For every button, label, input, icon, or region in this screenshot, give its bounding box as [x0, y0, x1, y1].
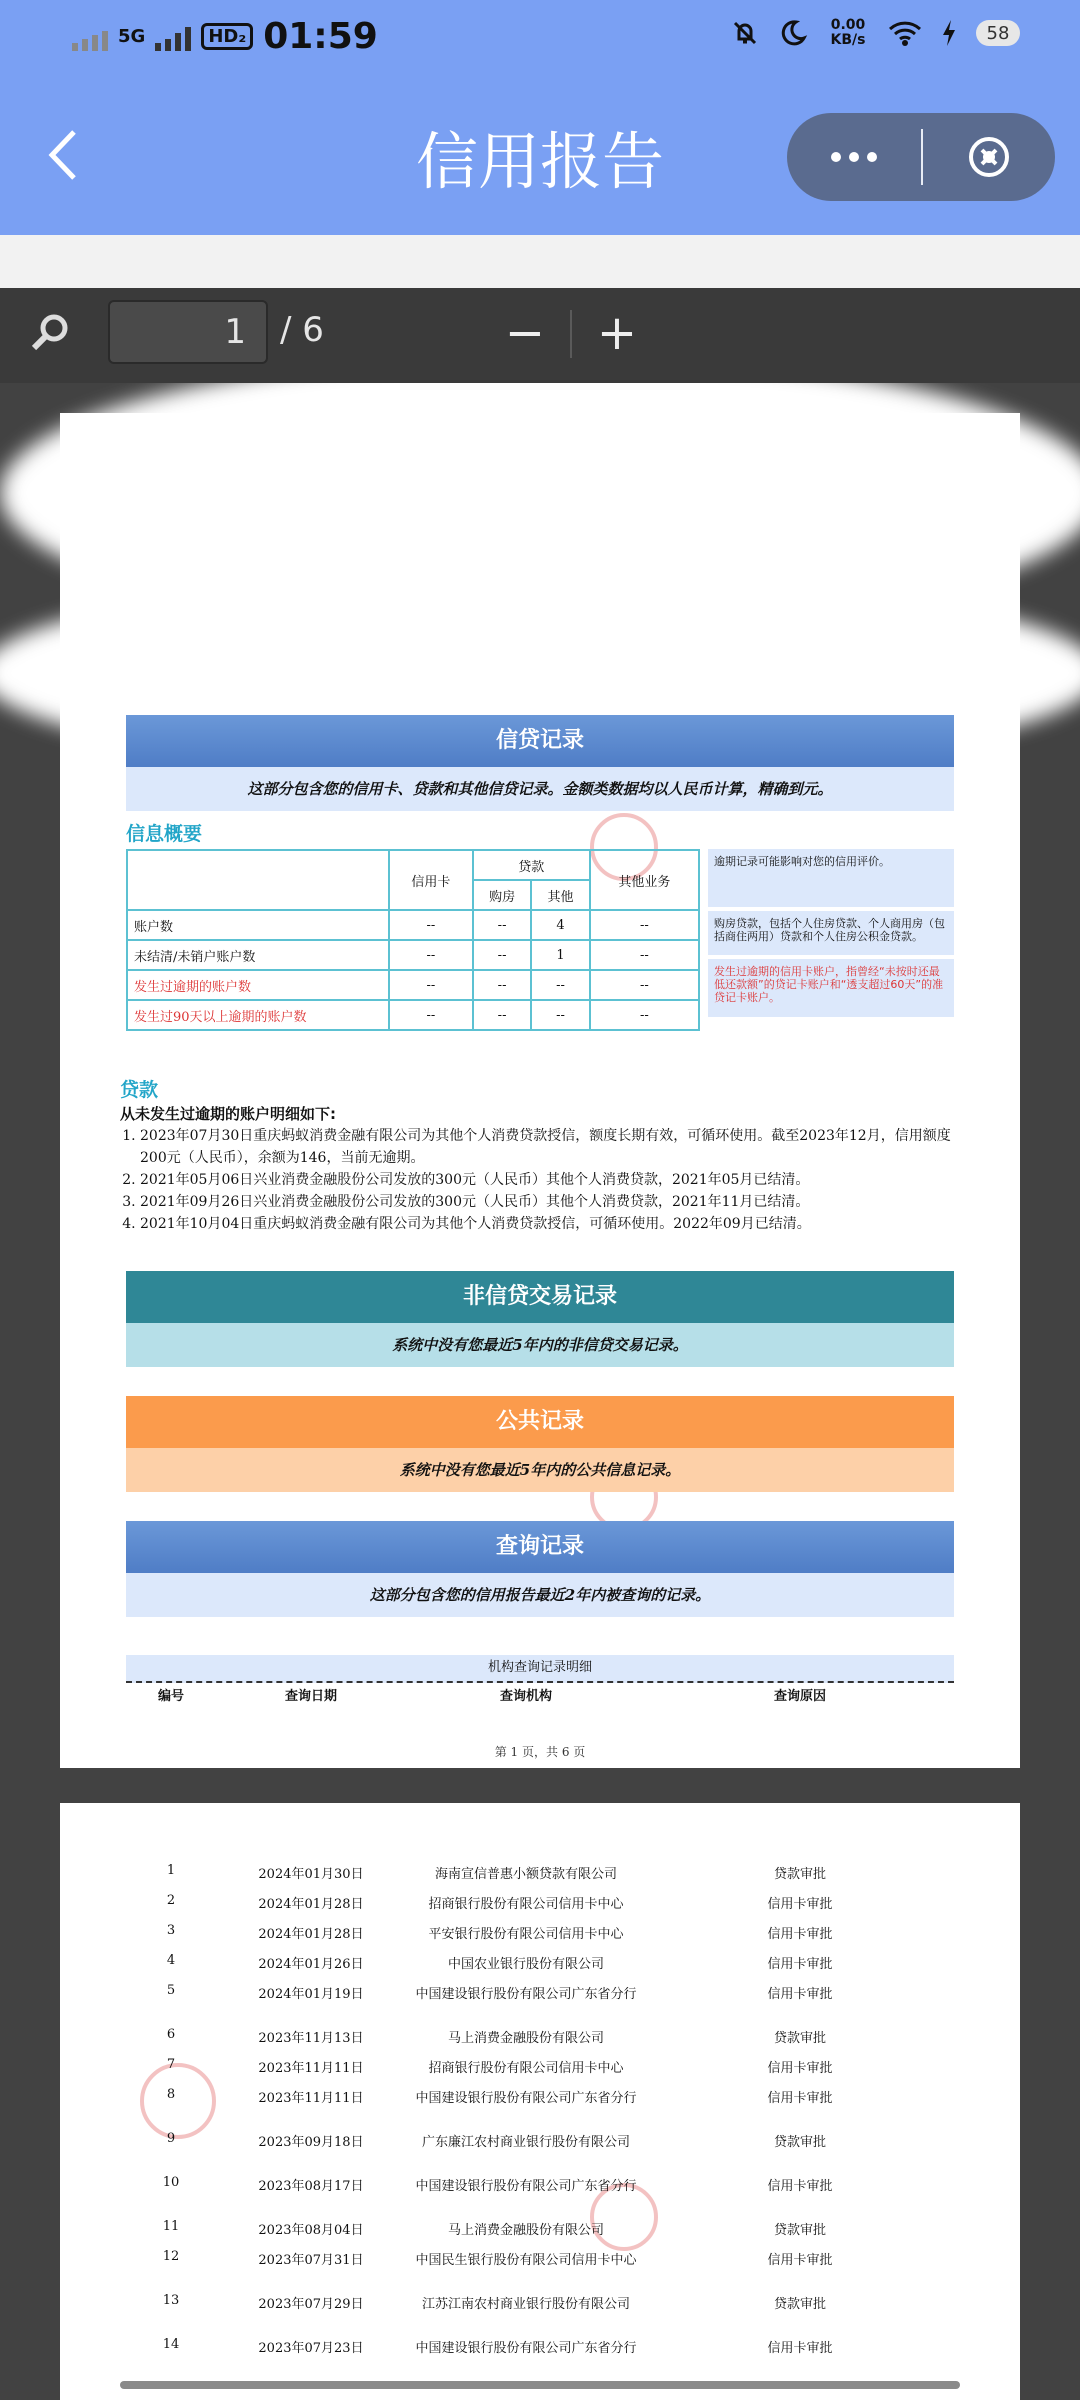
- cell-reason: 信用卡审批: [767, 1957, 833, 1972]
- pdf-page-1: [60, 413, 1020, 1768]
- cell-institution: 招商银行股份有限公司信用卡中心: [428, 2061, 624, 2076]
- public-section: [126, 1396, 954, 1492]
- pdf-toolbar: [0, 288, 1080, 383]
- cell-date: 2024年01月30日: [258, 1867, 364, 1882]
- cell-reason: 信用卡审批: [767, 2341, 833, 2356]
- table-row: [127, 970, 699, 1000]
- noncredit-subtitle: 系统中没有您最近5年内的非信贷交易记录。: [126, 1323, 954, 1367]
- cell: --: [531, 970, 589, 1000]
- mute-icon: [730, 18, 760, 48]
- cell-date: 2024年01月26日: [258, 1957, 364, 1972]
- cell-date: 2023年11月11日: [258, 2061, 364, 2076]
- cell: --: [389, 970, 473, 1000]
- credit-section-title: 信贷记录: [126, 715, 954, 767]
- list-item: 3. 2021年09月26日兴业消费金融股份公司发放的300元（人民币）其他个人消费贷款，2021年11月已结清。: [140, 1191, 970, 1213]
- cell: --: [590, 910, 699, 940]
- cell-no: 11: [162, 2219, 180, 2234]
- status-time: 01:59: [263, 16, 378, 57]
- cell-reason: 贷款审批: [773, 2297, 826, 2312]
- table-row: [126, 2337, 954, 2381]
- cell-institution: 江苏江南农村商业银行股份有限公司: [421, 2297, 630, 2312]
- cell: --: [590, 1000, 699, 1030]
- table-row: [126, 2293, 954, 2337]
- table-row: [127, 940, 699, 970]
- charging-icon: [940, 18, 958, 48]
- query-table-header: [126, 1655, 954, 1711]
- status-bar: [0, 0, 1080, 80]
- cell-reason: 信用卡审批: [767, 1927, 833, 1942]
- cell-institution: 中国建设银行股份有限公司广东省分行: [415, 2179, 637, 2194]
- loan-list: [120, 1125, 970, 1235]
- credit-section-subtitle: 这部分包含您的信用卡、贷款和其他信贷记录。金额类数据均以人民币计算，精确到元。: [126, 767, 954, 811]
- cell-date: 2023年08月04日: [258, 2223, 364, 2238]
- col-loan: 贷款: [473, 850, 590, 880]
- cell-no: 8: [166, 2087, 176, 2102]
- cell: 1: [531, 940, 589, 970]
- hd-badge: HD₂: [201, 23, 253, 50]
- page-number-input[interactable]: 1: [108, 300, 268, 364]
- loan-details: [120, 1103, 970, 1235]
- cell-reason: 信用卡审批: [767, 2253, 833, 2268]
- zoom-in-button[interactable]: +: [596, 305, 638, 361]
- table-row: [126, 2219, 954, 2249]
- status-right: [730, 18, 1020, 48]
- cell-institution: 招商银行股份有限公司信用卡中心: [428, 1897, 624, 1912]
- table-row: [126, 2131, 954, 2175]
- cell-institution: 中国建设银行股份有限公司广东省分行: [415, 2091, 637, 2106]
- col-date: 查询日期: [284, 1689, 337, 1704]
- list-item: 4. 2021年10月04日重庆蚂蚁消费金融有限公司为其他个人消费贷款授信，可循环使用。2022年09月已结清。: [140, 1213, 970, 1235]
- col-house: 购房: [473, 880, 531, 910]
- signal-icon-2: [155, 23, 191, 51]
- cell-date: 2024年01月28日: [258, 1897, 364, 1912]
- row-label: 未结清/未销户账户数: [127, 940, 389, 970]
- row-label: 账户数: [127, 910, 389, 940]
- table-row: [126, 2087, 954, 2131]
- cell: --: [473, 940, 531, 970]
- cell-reason: 信用卡审批: [767, 1897, 833, 1912]
- col-no: 编号: [157, 1689, 184, 1704]
- zoom-out-button[interactable]: −: [504, 305, 546, 361]
- cell-reason: 信用卡审批: [767, 1987, 833, 2002]
- cell: --: [473, 970, 531, 1000]
- page-footer: 第 1 页，共 6 页: [494, 1745, 586, 1759]
- cell-date: 2024年01月19日: [258, 1987, 364, 2002]
- cell-reason: 贷款审批: [773, 2031, 826, 2046]
- page-total: / 6: [280, 310, 324, 350]
- close-button[interactable]: [923, 113, 1055, 201]
- cell: --: [389, 910, 473, 940]
- cell: --: [590, 940, 699, 970]
- cell-reason: 信用卡审批: [767, 2179, 833, 2194]
- zoom-divider: [570, 310, 572, 358]
- net-speed: 0.00 KB/s: [830, 17, 866, 48]
- cell: --: [473, 910, 531, 940]
- public-title: 公共记录: [126, 1396, 954, 1448]
- close-icon: [966, 134, 1012, 180]
- moon-icon: [778, 18, 808, 48]
- cell-reason: 贷款审批: [773, 2223, 826, 2238]
- more-icon: [831, 152, 841, 162]
- table-row: [126, 2057, 954, 2087]
- table-row: [126, 1893, 954, 1923]
- cell-no: 9: [166, 2131, 176, 2146]
- noncredit-title: 非信贷交易记录: [126, 1271, 954, 1323]
- query-table-title: 机构查询记录明细: [126, 1655, 954, 1683]
- cell-reason: 信用卡审批: [767, 2091, 833, 2106]
- overview-corner: [127, 850, 389, 910]
- cell: 4: [531, 910, 589, 940]
- col-credit-card: 信用卡: [389, 850, 473, 910]
- query-records-list: [126, 1863, 954, 2381]
- table-row: [126, 1863, 954, 1893]
- cell-institution: 中国建设银行股份有限公司广东省分行: [415, 2341, 637, 2356]
- row-label: 发生过逾期的账户数: [127, 970, 389, 1000]
- cell-institution: 马上消费金融股份有限公司: [447, 2223, 604, 2238]
- nav-spacer: [0, 235, 1080, 288]
- table-row: [126, 1953, 954, 1983]
- note: 购房贷款，包括个人住房贷款、个人商用房（包括商住两用）贷款和个人住房公积金贷款。: [708, 911, 954, 955]
- cell-no: 13: [162, 2293, 180, 2308]
- cell-date: 2023年07月29日: [258, 2297, 364, 2312]
- overview-notes: [708, 849, 954, 1021]
- cell: --: [531, 1000, 589, 1030]
- cell-institution: 中国农业银行股份有限公司: [447, 1957, 604, 1972]
- network-type: 5G: [118, 26, 146, 47]
- mini-program-capsule: [787, 113, 1055, 201]
- note-red: 发生过逾期的信用卡账户，指曾经“未按时还最低还款额”的贷记卡账户和“透支超过60天”的准贷记卡账户。: [708, 959, 954, 1017]
- cell-no: 7: [166, 2057, 176, 2072]
- table-row: [126, 2175, 954, 2219]
- cell-institution: 广东廉江农村商业银行股份有限公司: [421, 2135, 630, 2150]
- page-title: 信用报告: [415, 125, 664, 198]
- cell-no: 14: [162, 2337, 180, 2352]
- status-left: [72, 16, 378, 57]
- cell-no: 4: [166, 1953, 176, 1968]
- more-button[interactable]: [787, 113, 921, 201]
- query-title: 查询记录: [126, 1521, 954, 1573]
- query-section: [126, 1521, 954, 1617]
- loan-subheading: 从未发生过逾期的账户明细如下:: [120, 1105, 337, 1123]
- public-subtitle: 系统中没有您最近5年内的公共信息记录。: [126, 1448, 954, 1492]
- list-item: 1. 2023年07月30日重庆蚂蚁消费金融有限公司为其他个人消费贷款授信，额度长期有效，可循环使用。截至2023年12月，信用额度200元（人民币），余额为146，当前无逾期。: [140, 1125, 970, 1169]
- col-other-business: 其他业务: [590, 850, 699, 910]
- cell-institution: 马上消费金融股份有限公司: [447, 2031, 604, 2046]
- credit-section: [126, 715, 954, 811]
- cell-institution: 海南宣信普惠小额贷款有限公司: [434, 1867, 617, 1882]
- battery-indicator: 58: [976, 20, 1020, 46]
- cell: --: [389, 1000, 473, 1030]
- table-row: [126, 2249, 954, 2293]
- cell-institution: 中国民生银行股份有限公司信用卡中心: [415, 2253, 637, 2268]
- cell: --: [473, 1000, 531, 1030]
- cell-date: 2023年08月17日: [258, 2179, 364, 2194]
- query-subtitle: 这部分包含您的信用报告最近2年内被查询的记录。: [126, 1573, 954, 1617]
- signal-icon: [72, 23, 108, 51]
- cell-reason: 贷款审批: [773, 1867, 826, 1882]
- query-columns: [126, 1683, 954, 1711]
- col-other: 其他: [531, 880, 589, 910]
- cell-date: 2023年11月11日: [258, 2091, 364, 2106]
- cell-no: 3: [166, 1923, 176, 1938]
- col-reason: 查询原因: [773, 1689, 826, 1704]
- horizontal-scrollbar[interactable]: [120, 2381, 960, 2389]
- table-row: [127, 910, 699, 940]
- overview-heading: 信息概要: [126, 823, 203, 845]
- pdf-page-2: [60, 1803, 1020, 2400]
- table-row: [126, 1983, 954, 2027]
- table-row: [126, 1923, 954, 1953]
- cell-no: 2: [166, 1893, 176, 1908]
- pdf-viewer[interactable]: [0, 383, 1080, 2400]
- row-label: 发生过90天以上逾期的账户数: [127, 1000, 389, 1030]
- noncredit-section: [126, 1271, 954, 1367]
- list-item: 2. 2021年05月06日兴业消费金融股份公司发放的300元（人民币）其他个人消费贷款，2021年05月已结清。: [140, 1169, 970, 1191]
- cell-date: 2024年01月28日: [258, 1927, 364, 1942]
- cell-date: 2023年07月31日: [258, 2253, 364, 2268]
- cell-date: 2023年07月23日: [258, 2341, 364, 2356]
- cell-no: 6: [166, 2027, 176, 2042]
- cell-institution: 平安银行股份有限公司信用卡中心: [428, 1927, 624, 1942]
- search-button[interactable]: [26, 308, 76, 358]
- cell-no: 12: [162, 2249, 180, 2264]
- cell-date: 2023年09月18日: [258, 2135, 364, 2150]
- cell: --: [389, 940, 473, 970]
- nav-bar: [0, 80, 1080, 235]
- note: 逾期记录可能影响对您的信用评价。: [708, 849, 954, 907]
- cell-no: 5: [166, 1983, 176, 1998]
- cell-reason: 贷款审批: [773, 2135, 826, 2150]
- cell-date: 2023年11月13日: [258, 2031, 364, 2046]
- search-icon: [26, 308, 76, 358]
- wifi-icon: [888, 19, 922, 47]
- cell-no: 10: [162, 2175, 180, 2190]
- cell: --: [590, 970, 699, 1000]
- col-institution: 查询机构: [499, 1689, 552, 1704]
- loan-heading: 贷款: [120, 1079, 159, 1101]
- table-row: [127, 1000, 699, 1030]
- cell-institution: 中国建设银行股份有限公司广东省分行: [415, 1987, 637, 2002]
- cell-reason: 信用卡审批: [767, 2061, 833, 2076]
- overview-table: [126, 849, 700, 1031]
- cell-no: 1: [166, 1863, 176, 1878]
- table-row: [126, 2027, 954, 2057]
